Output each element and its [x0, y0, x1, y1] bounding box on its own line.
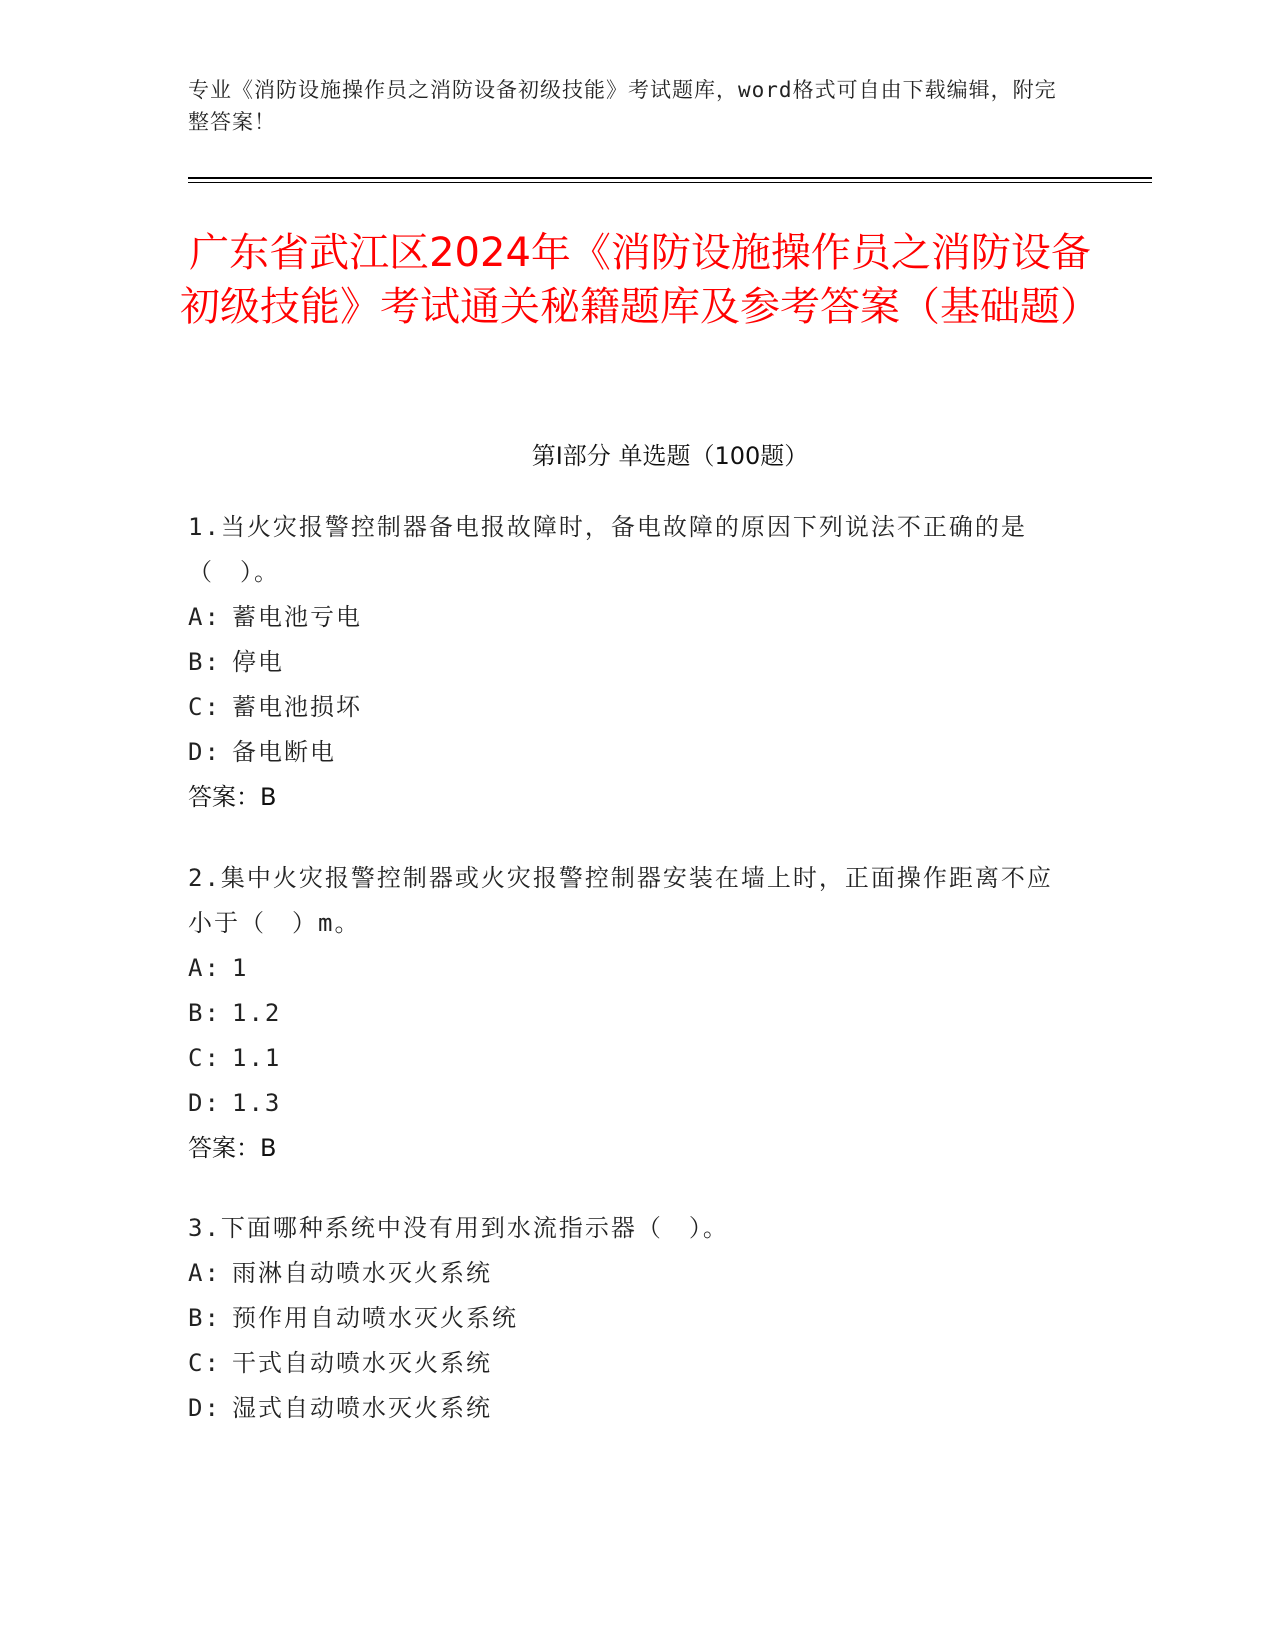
- option-letter: B:: [188, 1304, 221, 1332]
- option-letter: A:: [188, 1259, 221, 1287]
- option-a: [188, 1251, 1068, 1296]
- option-text: 预作用自动喷水灭火系统: [232, 1304, 518, 1332]
- option-letter: D:: [188, 738, 221, 766]
- option-text: 1.2: [232, 999, 282, 1027]
- option-text: 蓄电池亏电: [232, 603, 362, 631]
- option-b: [188, 1296, 1068, 1341]
- option-b: [188, 991, 1068, 1036]
- option-text: 湿式自动喷水灭火系统: [232, 1394, 492, 1422]
- option-d: [188, 730, 1068, 775]
- option-b: [188, 640, 1068, 685]
- option-text: 备电断电: [232, 738, 336, 766]
- option-letter: C:: [188, 1044, 221, 1072]
- option-letter: A:: [188, 954, 221, 982]
- option-letter: B:: [188, 999, 221, 1027]
- question-2: [188, 856, 1068, 1171]
- option-a: [188, 595, 1068, 640]
- header-rule-thin: [188, 182, 1152, 183]
- option-text: 雨淋自动喷水灭火系统: [232, 1259, 492, 1287]
- option-c: [188, 685, 1068, 730]
- answer-line: 答案：B: [188, 1134, 277, 1162]
- option-c: [188, 1341, 1068, 1386]
- option-text: 停电: [232, 648, 284, 676]
- option-letter: C:: [188, 693, 221, 721]
- question-3: [188, 1206, 1068, 1431]
- option-text: 干式自动喷水灭火系统: [232, 1349, 492, 1377]
- option-a: [188, 946, 1068, 991]
- option-text: 1.3: [232, 1089, 282, 1117]
- header-note: 专业《消防设施操作员之消防设备初级技能》考试题库，word格式可自由下载编辑，附完整答案！: [188, 78, 1057, 134]
- option-text: 蓄电池损坏: [232, 693, 362, 721]
- question-stem: 3.下面哪种系统中没有用到水流指示器（ ）。: [188, 1214, 729, 1242]
- option-letter: B:: [188, 648, 221, 676]
- option-c: [188, 1036, 1068, 1081]
- question-stem: 2.集中火灾报警控制器或火灾报警控制器安装在墙上时，正面操作距离不应小于（ ）m。: [188, 864, 1053, 937]
- option-letter: C:: [188, 1349, 221, 1377]
- header-rule-thick: [188, 177, 1152, 179]
- question-1: [188, 505, 1068, 820]
- answer-line: 答案：B: [188, 783, 277, 811]
- section-title: 第I部分 单选题（100题）: [531, 442, 809, 470]
- question-stem: 1.当火灾报警控制器备电报故障时，备电故障的原因下列说法不正确的是（ ）。: [188, 513, 1027, 586]
- option-d: [188, 1081, 1068, 1126]
- option-letter: D:: [188, 1089, 221, 1117]
- option-d: [188, 1386, 1068, 1431]
- option-letter: D:: [188, 1394, 221, 1422]
- option-letter: A:: [188, 603, 221, 631]
- option-text: 1.1: [232, 1044, 282, 1072]
- document-title: 广东省武江区2024年《消防设施操作员之消防设备初级技能》考试通关秘籍题库及参考答案（基础题）: [180, 230, 1100, 330]
- option-text: 1: [232, 954, 249, 982]
